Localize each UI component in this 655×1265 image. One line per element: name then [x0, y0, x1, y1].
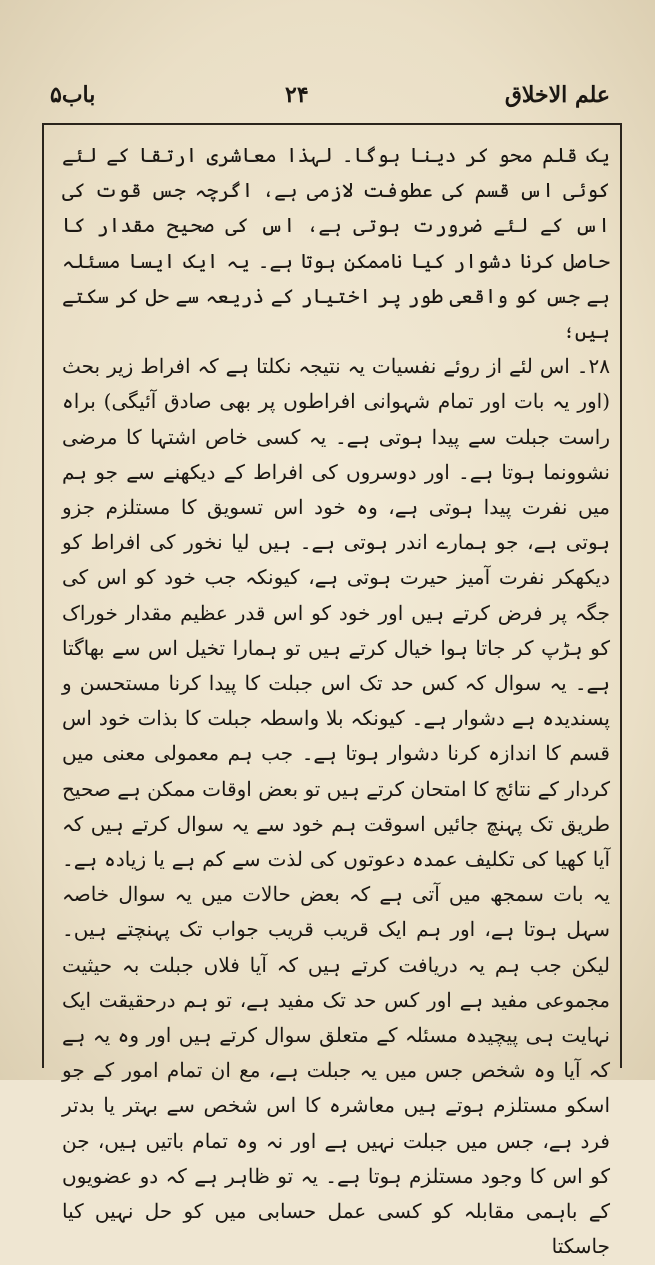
book-title: علم الاخلاق: [504, 82, 610, 108]
running-header: [50, 78, 610, 118]
page-number: ۲۴: [285, 82, 309, 108]
paragraph: ۲۸۔ اس لئے از روئے نفسیات یہ نتیجہ نکلتا ہے کہ افراط زیر بحث (اور یہ بات اور تمام شہوانی افراطوں پر بھی صادق آئیگی) براہ راست جبلت سے پیدا ہوتی ہے۔ یہ کسی خاص اشتہا کا مرضی نشوونما ہوتا ہے۔ اور دوسروں کی افراط کے دیکھنے سے جو ہم میں نفرت پیدا ہوتی ہے، وہ خود اس تسویق کا مستلزم جزو ہوتی ہے، جو ہمارے اندر ہوتی ہے۔ ہیں لیا نخور کی افراط کو دیکھکر نفرت آمیز حیرت ہوتی ہے، کیونکہ جب خود کو اس کی جگہ پر فرض کرتے ہیں اور خود کو اس قدر عظیم مقدار خوراک کو ہڑپ کر جاتا ہوا خیال کرتے ہیں تو ہمارا تخیل اس سے بھاگتا ہے۔ یہ سوال کہ کس حد تک اس جبلت کا پیدا کرنا مستحسن و پسندیدہ ہے دشوار ہے۔ کیونکہ بلا واسطہ جبلت کا بذات خود اس قسم کا اندازہ کرنا دشوار ہوتا ہے۔ جب ہم معمولی معنی میں کردار کے نتائج کا امتحان کرتے ہیں تو بعض اوقات ممکن ہے صحیح طریق تک پہنچ جائیں اسوقت ہم خود سے یہ سوال کرتے ہیں کہ آیا کھیا کی تکلیف عمدہ دعوتوں کی لذت سے کم ہے یا زیادہ ہے۔ یہ بات سمجھ میں آتی ہے کہ بعض حالات میں یہ سوال خاصہ سہل ہوتا ہے، اور ہم ایک قریب قریب جواب تک پہنچتے ہیں۔ لیکن جب ہم یہ دریافت کرتے ہیں کہ آیا فلاں جبلت بہ حیثیت مجموعی مفید ہے اور کس حد تک مفید ہے، تو ہم درحقیقت ایک نہایت ہی پیچیدہ مسئلہ کے متعلق سوال کرتے ہیں اور وہ یہ ہے کہ آیا وہ شخص جس میں یہ جبلت ہے، مع ان تمام امور کے جو اسکو مستلزم ہوتے ہیں معاشرہ کا اس شخص سے بہتر یا بدتر فرد ہے، جس میں جبلت نہیں ہے اور نہ وہ تمام باتیں ہیں، جن کو اس کا وجود مستلزم ہوتا ہے۔ یہ تو ظاہر ہے کہ دو عضویوں کے باہمی مقابلہ کو کسی عمل حسابی میں کو حل نہیں کیا جاسکتا: [62, 354, 610, 1259]
chapter-label: باب۵: [50, 82, 96, 108]
body-text: [62, 138, 610, 1259]
paragraph: یک قلم محو کر دینا ہوگا۔ لہذا معاشری ارتقا کے لئے کوئی اس قسم کی عطوفت لازمی ہے، اگرچہ جس قوت کی اس کے لئے ضرورت ہوتی ہے، اس کی صحیح مقدار کا حاصل کرنا دشوار کیا ناممکن ہوتا ہے۔ یہ ایک ایسا مسئلہ ہے جس کو واقعی طور پر اختیار کے ذریعہ سے حل کر سکتے ہیں؛: [62, 143, 610, 344]
